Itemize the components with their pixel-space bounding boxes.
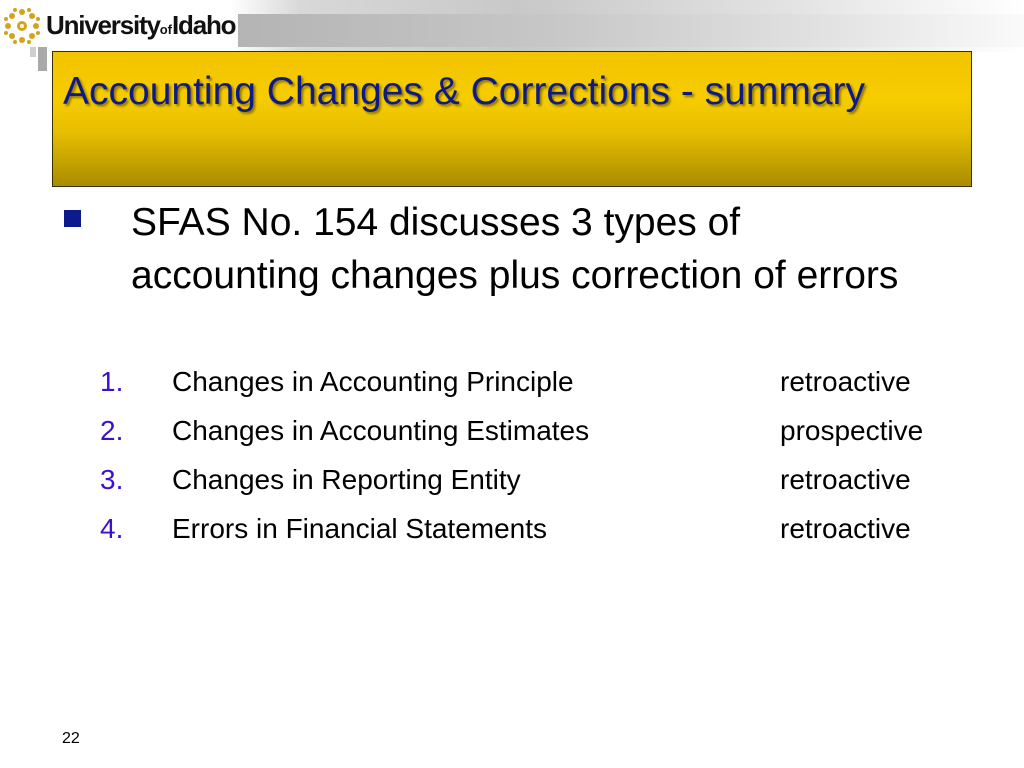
logo-wordmark xyxy=(46,10,235,41)
side-accent xyxy=(38,47,47,71)
list-item-method: retroactive xyxy=(780,513,911,544)
list-item xyxy=(100,462,1000,511)
header-bar xyxy=(0,0,1024,52)
list-item-label: Changes in Accounting Estimates xyxy=(172,415,590,446)
list-item-method: retroactive xyxy=(780,366,911,397)
list-item-method: retroactive xyxy=(780,464,911,495)
list-item-label: Errors in Financial Statements xyxy=(172,513,548,544)
side-accent-light xyxy=(30,47,36,57)
numbered-list xyxy=(100,364,1000,560)
list-item-number: 4. xyxy=(100,513,124,544)
list-item-number: 3. xyxy=(100,464,124,495)
list-item-label: Changes in Reporting Entity xyxy=(172,464,521,495)
square-bullet-icon xyxy=(64,210,81,227)
page-number: 22 xyxy=(62,730,80,747)
list-item-number: 1. xyxy=(100,366,124,397)
main-bullet-text: SFAS No. 154 discusses 3 types of accounting changes plus correction of errors xyxy=(131,201,899,297)
list-item xyxy=(100,364,1000,413)
title-band xyxy=(52,51,972,187)
list-item-method: prospective xyxy=(780,415,924,446)
list-item-number: 2. xyxy=(100,415,124,446)
header-gradient-band xyxy=(238,14,1024,47)
logo-word-university: University xyxy=(46,10,160,40)
logo-word-idaho: Idaho xyxy=(172,10,236,40)
sun-seal-icon xyxy=(2,6,42,46)
list-item xyxy=(100,413,1000,462)
university-logo xyxy=(2,6,238,46)
slide-title: Accounting Changes & Corrections - summary xyxy=(63,70,865,113)
list-item-label: Changes in Accounting Principle xyxy=(172,366,574,397)
logo-word-of: of xyxy=(159,22,173,37)
list-item xyxy=(100,511,1000,560)
